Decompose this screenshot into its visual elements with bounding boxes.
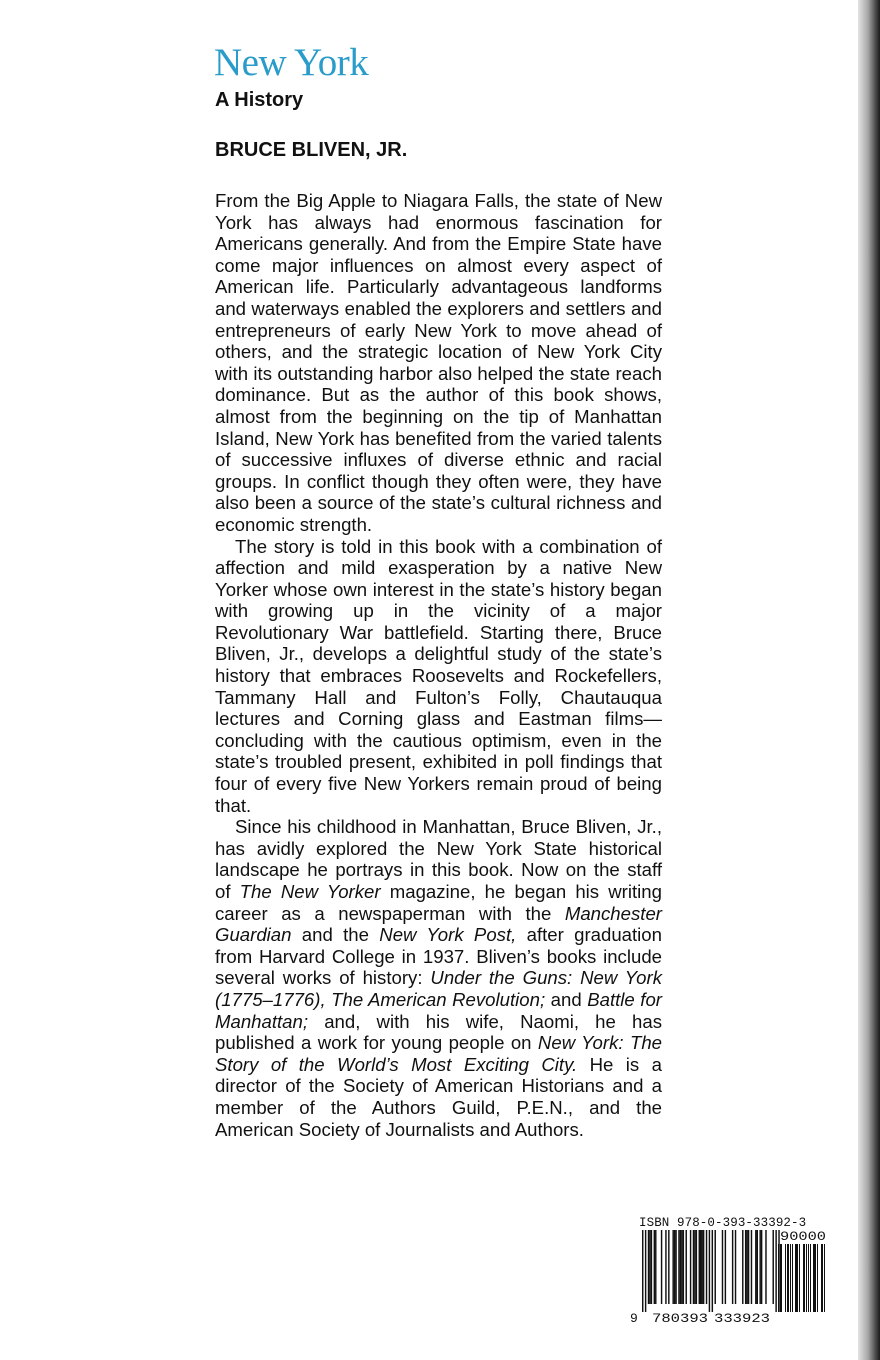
barcode-bar	[648, 1230, 649, 1304]
barcode-bar	[703, 1230, 704, 1304]
barcode-bar	[735, 1230, 736, 1304]
addon-bar	[814, 1244, 815, 1312]
addon-bar	[804, 1244, 805, 1312]
barcode-bar	[680, 1230, 681, 1304]
addon-bar	[799, 1244, 800, 1312]
barcode-bar	[668, 1230, 669, 1304]
barcode-bar	[678, 1230, 679, 1304]
barcode-bar	[655, 1230, 656, 1304]
blurb-text: magazine, he began his writing career as a newspaperman with the	[215, 881, 662, 924]
barcode-digit-lead: 9	[630, 1311, 638, 1324]
barcode-bar	[694, 1230, 695, 1304]
barcode-bar	[759, 1230, 760, 1304]
barcode-bar	[755, 1230, 756, 1304]
addon-bar	[780, 1244, 781, 1312]
isbn-label: ISBN 978-0-393-33392-3	[639, 1216, 807, 1230]
barcode-bar	[742, 1230, 743, 1304]
barcode-bar	[765, 1230, 766, 1304]
barcode-bar	[701, 1230, 702, 1304]
addon-bar	[787, 1244, 788, 1312]
addon-bar	[785, 1244, 786, 1312]
blurb-text: and	[545, 988, 588, 1010]
book-title-ref: New York: The Story of the World’s Most Exciting City.	[215, 1032, 663, 1075]
barcode-digits-right: 333923	[714, 1311, 770, 1324]
addon-bar	[778, 1244, 779, 1312]
barcode-bar	[746, 1230, 747, 1304]
book-titles: Under the Guns: New York (1775–1776), The American Revolution;	[215, 967, 662, 1010]
barcode-bar	[715, 1230, 716, 1304]
addon-bar	[817, 1244, 818, 1312]
blurb-text: and the	[291, 924, 380, 946]
ean13-bars	[642, 1230, 780, 1312]
barcode-digits-left: 780393	[652, 1311, 708, 1324]
addon-bar	[803, 1244, 804, 1312]
barcode-bar	[745, 1230, 746, 1304]
addon-bar	[821, 1244, 822, 1312]
barcode-bar	[693, 1230, 694, 1304]
blurb-text: He is a director of the Society of American Historians and a member of the Authors Guild, P.E.N., and the American Society of Journalists and Authors.	[215, 1053, 662, 1140]
barcode-bar	[722, 1230, 723, 1304]
blurb-paragraph-3	[215, 816, 662, 1140]
addon-bar	[790, 1244, 791, 1312]
barcode-bar	[706, 1230, 707, 1304]
addon-bar	[797, 1244, 798, 1312]
publication-title: Manchester Guardian	[215, 902, 662, 946]
barcode-bar	[651, 1230, 652, 1304]
barcode-bar	[700, 1230, 701, 1304]
addon-bar	[810, 1244, 811, 1312]
spine-edge-shadow	[858, 0, 880, 1360]
barcode-bar	[732, 1230, 733, 1304]
barcode-bar	[773, 1230, 774, 1304]
barcode-bar	[761, 1230, 762, 1304]
barcode-bar	[712, 1230, 713, 1312]
book-title-ref: Battle for Manhattan;	[215, 988, 662, 1032]
barcode-bar	[645, 1230, 646, 1312]
barcode-bar	[686, 1230, 687, 1304]
barcode-bar	[748, 1230, 749, 1304]
addon-bar	[788, 1244, 789, 1312]
barcode-bar	[661, 1230, 662, 1304]
blurb-text: after graduation from Harvard College in 1937. Bliven’s books include several works of history:	[215, 924, 662, 989]
barcode-bar	[709, 1230, 710, 1312]
barcode-bar	[690, 1230, 691, 1304]
barcode-bar	[775, 1230, 776, 1312]
isbn-barcode	[630, 1228, 830, 1324]
addon-bar	[795, 1244, 796, 1312]
barcode-bar	[699, 1230, 700, 1304]
back-cover-blurb	[215, 190, 662, 1140]
barcode-bar	[649, 1230, 650, 1304]
addon-bar	[781, 1244, 782, 1312]
book-subtitle: A History	[215, 89, 304, 111]
addon-bar	[824, 1244, 825, 1312]
addon-bar	[808, 1244, 809, 1312]
publication-title: New York Post,	[379, 924, 517, 946]
barcode-bar	[665, 1230, 666, 1304]
addon-bar	[822, 1244, 823, 1312]
barcode-bar	[751, 1230, 752, 1304]
addon-bar	[792, 1244, 793, 1312]
barcode-bar	[642, 1230, 643, 1312]
addon-bar	[796, 1244, 797, 1312]
barcode-bar	[696, 1230, 697, 1304]
barcode-bar	[681, 1230, 682, 1304]
barcode-bar	[675, 1230, 676, 1304]
barcode-bar	[757, 1230, 758, 1304]
barcode-bar	[683, 1230, 684, 1304]
addon-bar	[815, 1244, 816, 1312]
barcode-bar	[672, 1230, 673, 1304]
barcode-bar	[654, 1230, 655, 1304]
blurb-text: Since his childhood in Manhattan, Bruce Bliven, Jr., has avidly explored the New York State historical landscape he portrays in this book. Now on the staff of	[215, 816, 662, 902]
blurb-paragraph-2: The story is told in this book with a combination of affection and mild exasperation by a native New Yorker whose own interest in the state’s history began with growing up in the vicinity of a major Revolutionary War battlefield. Starting there, Bruce Bliven, Jr., develops a delightful study of the state’s history that embraces Roosevelts and Rockefellers, Tammany Hall and Fulton’s Folly, Chautauqua lectures and Corning glass and Eastman films—concluding with the cautious optimism, even in the state’s troubled present, exhibited in poll findings that four of every five New Yorkers remain proud of being that.	[215, 535, 662, 816]
barcode-bar	[674, 1230, 675, 1304]
barcode-bar	[725, 1230, 726, 1304]
book-author: BRUCE BLIVEN, JR.	[215, 139, 408, 161]
price-addon-bars	[778, 1244, 825, 1312]
book-title: New York	[214, 41, 369, 84]
addon-bar	[813, 1244, 814, 1312]
blurb-paragraph-1: From the Big Apple to Niagara Falls, the state of New York has always had enormous fascination for Americans generally. And from the Empire State have come major influences on almost every aspect of American life. Particularly advantageous landforms and waterways enabled the explorers and settlers and entrepreneurs of early New York to move ahead of others, and the strategic location of New York City with its outstanding harbor also helped the state reach dominance. But as the author of this book shows, almost from the beginning on the tip of Manhattan Island, New York has benefited from the varied talents of successive influxes of diverse ethnic and racial groups. In conflict though they often were, they have also been a source of the state’s cultural richness and economic strength.	[215, 190, 662, 535]
blurb-text: and, with his wife, Naomi, he has published a work for young people on	[215, 1010, 662, 1054]
publication-title: The New Yorker	[239, 881, 381, 902]
price-code: 90000	[780, 1229, 826, 1244]
addon-bar	[806, 1244, 807, 1312]
